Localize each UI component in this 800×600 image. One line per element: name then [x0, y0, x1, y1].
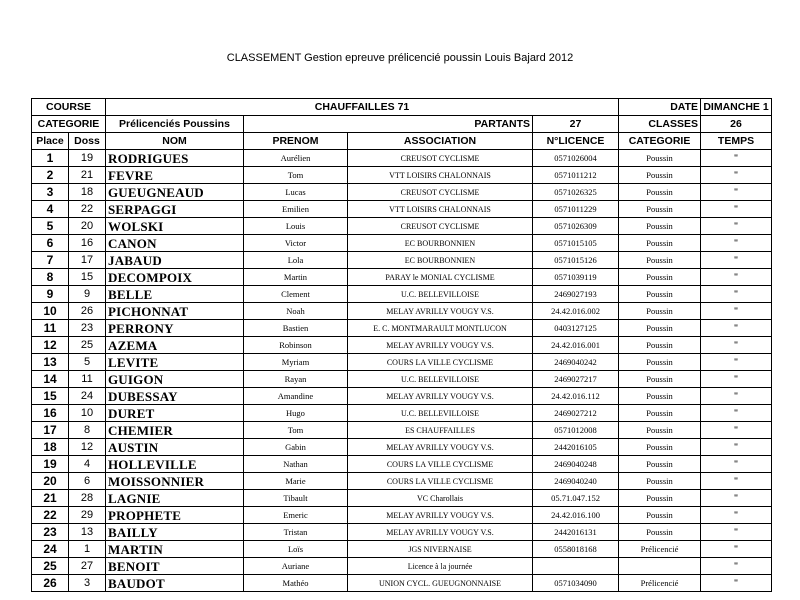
cell-categorie: Poussin [619, 167, 701, 184]
cell-licence: 05.71.047.152 [533, 490, 619, 507]
table-row [32, 575, 772, 592]
table-row [32, 167, 772, 184]
col-header-categorie: CATEGORIE [619, 133, 701, 150]
table-row [32, 184, 772, 201]
date-value: DIMANCHE 1 [701, 99, 772, 116]
cell-nom: PROPHETE [106, 507, 244, 524]
cell-licence: 0571015126 [533, 252, 619, 269]
cell-place: 5 [32, 218, 69, 235]
table-row [32, 286, 772, 303]
cell-nom: FEVRE [106, 167, 244, 184]
cell-licence: 24.42.016.002 [533, 303, 619, 320]
cell-temps: " [701, 473, 772, 490]
cell-place: 20 [32, 473, 69, 490]
cell-nom: HOLLEVILLE [106, 456, 244, 473]
cell-doss: 25 [69, 337, 106, 354]
cell-place: 16 [32, 405, 69, 422]
cell-association: COURS LA VILLE CYCLISME [348, 456, 533, 473]
cell-nom: LAGNIE [106, 490, 244, 507]
cell-prenom: Nathan [244, 456, 348, 473]
table-row [32, 354, 772, 371]
cell-association: COURS LA VILLE CYCLISME [348, 354, 533, 371]
cell-place: 19 [32, 456, 69, 473]
table-row [32, 320, 772, 337]
cell-association: ES CHAUFFAILLES [348, 422, 533, 439]
cell-doss: 4 [69, 456, 106, 473]
cell-categorie: Poussin [619, 320, 701, 337]
cell-prenom: Gabin [244, 439, 348, 456]
cell-prenom: Lola [244, 252, 348, 269]
cell-prenom: Mathéo [244, 575, 348, 592]
cell-doss: 24 [69, 388, 106, 405]
cell-doss: 28 [69, 490, 106, 507]
cell-categorie: Poussin [619, 524, 701, 541]
col-header-prenom: PRENOM [244, 133, 348, 150]
cell-temps: " [701, 337, 772, 354]
cell-association: VTT LOISIRS CHALONNAIS [348, 167, 533, 184]
cell-nom: AZEMA [106, 337, 244, 354]
cell-licence: 24.42.016.112 [533, 388, 619, 405]
partants-label: PARTANTS [244, 116, 533, 133]
cell-doss: 17 [69, 252, 106, 269]
cell-licence: 0571034090 [533, 575, 619, 592]
cell-place: 22 [32, 507, 69, 524]
cell-temps: " [701, 286, 772, 303]
cell-licence: 2469027217 [533, 371, 619, 388]
cell-temps: " [701, 201, 772, 218]
cell-doss: 3 [69, 575, 106, 592]
cell-prenom: Clement [244, 286, 348, 303]
cell-temps: " [701, 320, 772, 337]
cell-place: 8 [32, 269, 69, 286]
cell-licence: 2469027212 [533, 405, 619, 422]
cell-temps: " [701, 558, 772, 575]
cell-prenom: Amandine [244, 388, 348, 405]
cell-prenom: Tristan [244, 524, 348, 541]
table-row [32, 439, 772, 456]
cell-categorie: Poussin [619, 354, 701, 371]
cell-doss: 23 [69, 320, 106, 337]
table-row [32, 473, 772, 490]
cell-prenom: Louis [244, 218, 348, 235]
cell-categorie: Prélicencié [619, 541, 701, 558]
cell-licence: 0571026004 [533, 150, 619, 167]
cell-place: 1 [32, 150, 69, 167]
cell-prenom: Hugo [244, 405, 348, 422]
cell-place: 9 [32, 286, 69, 303]
cell-licence: 2469040248 [533, 456, 619, 473]
table-row [32, 150, 772, 167]
cell-licence: 0571012008 [533, 422, 619, 439]
cell-nom: PERRONY [106, 320, 244, 337]
cell-temps: " [701, 371, 772, 388]
cell-doss: 5 [69, 354, 106, 371]
cell-doss: 18 [69, 184, 106, 201]
cell-prenom: Marie [244, 473, 348, 490]
cell-doss: 9 [69, 286, 106, 303]
table-row [32, 337, 772, 354]
table-row [32, 235, 772, 252]
categorie-label: CATEGORIE [32, 116, 106, 133]
table-row [32, 201, 772, 218]
table-row [32, 490, 772, 507]
cell-nom: AUSTIN [106, 439, 244, 456]
cell-categorie: Poussin [619, 439, 701, 456]
cell-place: 18 [32, 439, 69, 456]
cell-doss: 15 [69, 269, 106, 286]
cell-categorie: Poussin [619, 184, 701, 201]
cell-nom: BAILLY [106, 524, 244, 541]
col-header-licence: N°LICENCE [533, 133, 619, 150]
col-header-association: ASSOCIATION [348, 133, 533, 150]
cell-nom: PICHONNAT [106, 303, 244, 320]
col-header-temps: TEMPS [701, 133, 772, 150]
cell-doss: 26 [69, 303, 106, 320]
cell-place: 24 [32, 541, 69, 558]
cell-association: MELAY AVRILLY VOUGY V.S. [348, 388, 533, 405]
table-row [32, 218, 772, 235]
cell-prenom: Aurélien [244, 150, 348, 167]
cell-prenom: Emilien [244, 201, 348, 218]
table-row [32, 524, 772, 541]
cell-categorie: Poussin [619, 218, 701, 235]
cell-association: JGS NIVERNAISE [348, 541, 533, 558]
cell-association: MELAY AVRILLY VOUGY V.S. [348, 303, 533, 320]
cell-doss: 22 [69, 201, 106, 218]
cell-nom: DECOMPOIX [106, 269, 244, 286]
cell-place: 4 [32, 201, 69, 218]
cell-doss: 8 [69, 422, 106, 439]
cell-association: CREUSOT CYCLISME [348, 184, 533, 201]
cell-nom: GUIGON [106, 371, 244, 388]
cell-association: EC BOURBONNIEN [348, 252, 533, 269]
cell-association: E. C. MONTMARAULT MONTLUCON [348, 320, 533, 337]
table-row [32, 507, 772, 524]
cell-temps: " [701, 541, 772, 558]
cell-categorie: Poussin [619, 201, 701, 218]
cell-doss: 1 [69, 541, 106, 558]
cell-nom: CHEMIER [106, 422, 244, 439]
cell-categorie: Poussin [619, 456, 701, 473]
date-label: DATE [619, 99, 701, 116]
cell-nom: BELLE [106, 286, 244, 303]
course-row [32, 99, 772, 116]
categorie-row [32, 116, 772, 133]
cell-doss: 13 [69, 524, 106, 541]
cell-licence: 24.42.016.100 [533, 507, 619, 524]
cell-categorie [619, 558, 701, 575]
cell-temps: " [701, 269, 772, 286]
cell-association: MELAY AVRILLY VOUGY V.S. [348, 524, 533, 541]
cell-doss: 29 [69, 507, 106, 524]
cell-nom: JABAUD [106, 252, 244, 269]
col-header-place: Place [32, 133, 69, 150]
cell-doss: 20 [69, 218, 106, 235]
cell-doss: 27 [69, 558, 106, 575]
cell-doss: 12 [69, 439, 106, 456]
cell-nom: LEVITE [106, 354, 244, 371]
cell-association: UNION CYCL. GUEUGNONNAISE [348, 575, 533, 592]
cell-nom: CANON [106, 235, 244, 252]
cell-place: 21 [32, 490, 69, 507]
cell-prenom: Martin [244, 269, 348, 286]
cell-nom: MOISSONNIER [106, 473, 244, 490]
results-table [31, 98, 772, 592]
cell-place: 13 [32, 354, 69, 371]
cell-categorie: Poussin [619, 286, 701, 303]
cell-prenom: Emeric [244, 507, 348, 524]
cell-temps: " [701, 252, 772, 269]
cell-temps: " [701, 167, 772, 184]
cell-temps: " [701, 184, 772, 201]
cell-licence: 0558018168 [533, 541, 619, 558]
cell-association: U.C. BELLEVILLOISE [348, 286, 533, 303]
cell-temps: " [701, 218, 772, 235]
cell-nom: BAUDOT [106, 575, 244, 592]
cell-nom: MARTIN [106, 541, 244, 558]
cell-categorie: Poussin [619, 388, 701, 405]
cell-place: 6 [32, 235, 69, 252]
table-row [32, 303, 772, 320]
cell-doss: 16 [69, 235, 106, 252]
cell-temps: " [701, 524, 772, 541]
table-row [32, 252, 772, 269]
cell-place: 2 [32, 167, 69, 184]
table-row [32, 388, 772, 405]
cell-categorie: Prélicencié [619, 575, 701, 592]
cell-temps: " [701, 405, 772, 422]
cell-categorie: Poussin [619, 422, 701, 439]
cell-place: 12 [32, 337, 69, 354]
cell-prenom: Loïs [244, 541, 348, 558]
col-header-nom: NOM [106, 133, 244, 150]
cell-categorie: Poussin [619, 235, 701, 252]
cell-licence: 0403127125 [533, 320, 619, 337]
cell-nom: SERPAGGI [106, 201, 244, 218]
cell-licence: 0571015105 [533, 235, 619, 252]
table-row [32, 558, 772, 575]
cell-prenom: Myriam [244, 354, 348, 371]
cell-association: EC BOURBONNIEN [348, 235, 533, 252]
cell-prenom: Tom [244, 422, 348, 439]
cell-licence: 0571011229 [533, 201, 619, 218]
cell-place: 26 [32, 575, 69, 592]
cell-nom: WOLSKI [106, 218, 244, 235]
cell-temps: " [701, 235, 772, 252]
cell-categorie: Poussin [619, 371, 701, 388]
cell-association: VTT LOISIRS CHALONNAIS [348, 201, 533, 218]
cell-categorie: Poussin [619, 405, 701, 422]
cell-nom: DUBESSAY [106, 388, 244, 405]
cell-association: PARAY le MONIAL CYCLISME [348, 269, 533, 286]
cell-association: MELAY AVRILLY VOUGY V.S. [348, 337, 533, 354]
cell-licence: 0571026325 [533, 184, 619, 201]
cell-doss: 6 [69, 473, 106, 490]
table-row [32, 456, 772, 473]
cell-licence: 2469040242 [533, 354, 619, 371]
cell-association: CREUSOT CYCLISME [348, 150, 533, 167]
table-row [32, 541, 772, 558]
course-label: COURSE [32, 99, 106, 116]
document-title: CLASSEMENT Gestion epreuve prélicencié poussin Louis Bajard 2012 [226, 52, 574, 64]
cell-categorie: Poussin [619, 490, 701, 507]
col-header-doss: Doss [69, 133, 106, 150]
cell-temps: " [701, 490, 772, 507]
cell-association: Licence à la journée [348, 558, 533, 575]
cell-association: CREUSOT CYCLISME [348, 218, 533, 235]
cell-temps: " [701, 575, 772, 592]
cell-licence: 24.42.016.001 [533, 337, 619, 354]
cell-temps: " [701, 439, 772, 456]
cell-place: 14 [32, 371, 69, 388]
course-value: CHAUFFAILLES 71 [106, 99, 619, 116]
cell-categorie: Poussin [619, 150, 701, 167]
cell-prenom: Victor [244, 235, 348, 252]
cell-doss: 19 [69, 150, 106, 167]
cell-licence: 2442016105 [533, 439, 619, 456]
cell-licence [533, 558, 619, 575]
column-header-row [32, 133, 772, 150]
cell-association: U.C. BELLEVILLOISE [348, 371, 533, 388]
cell-temps: " [701, 388, 772, 405]
cell-licence: 0571039119 [533, 269, 619, 286]
cell-categorie: Poussin [619, 337, 701, 354]
cell-doss: 21 [69, 167, 106, 184]
cell-place: 10 [32, 303, 69, 320]
cell-place: 15 [32, 388, 69, 405]
cell-licence: 2442016131 [533, 524, 619, 541]
table-row [32, 269, 772, 286]
cell-association: MELAY AVRILLY VOUGY V.S. [348, 507, 533, 524]
cell-prenom: Robinson [244, 337, 348, 354]
cell-place: 25 [32, 558, 69, 575]
cell-prenom: Lucas [244, 184, 348, 201]
cell-categorie: Poussin [619, 507, 701, 524]
cell-prenom: Noah [244, 303, 348, 320]
table-row [32, 422, 772, 439]
cell-licence: 2469027193 [533, 286, 619, 303]
cell-categorie: Poussin [619, 473, 701, 490]
cell-doss: 10 [69, 405, 106, 422]
cell-doss: 11 [69, 371, 106, 388]
categorie-value: Prélicenciés Poussins [106, 116, 244, 133]
cell-prenom: Bastien [244, 320, 348, 337]
cell-prenom: Rayan [244, 371, 348, 388]
cell-association: MELAY AVRILLY VOUGY V.S. [348, 439, 533, 456]
cell-nom: BENOIT [106, 558, 244, 575]
cell-nom: GUEUGNEAUD [106, 184, 244, 201]
table-row [32, 405, 772, 422]
cell-prenom: Auriane [244, 558, 348, 575]
cell-licence: 0571026309 [533, 218, 619, 235]
cell-prenom: Tom [244, 167, 348, 184]
cell-nom: DURET [106, 405, 244, 422]
cell-place: 17 [32, 422, 69, 439]
cell-categorie: Poussin [619, 303, 701, 320]
cell-temps: " [701, 456, 772, 473]
cell-association: COURS LA VILLE CYCLISME [348, 473, 533, 490]
cell-prenom: Tibault [244, 490, 348, 507]
cell-temps: " [701, 150, 772, 167]
cell-nom: RODRIGUES [106, 150, 244, 167]
partants-value: 27 [533, 116, 619, 133]
cell-licence: 0571011212 [533, 167, 619, 184]
cell-temps: " [701, 354, 772, 371]
cell-association: U.C. BELLEVILLOISE [348, 405, 533, 422]
cell-place: 11 [32, 320, 69, 337]
cell-temps: " [701, 507, 772, 524]
classes-value: 26 [701, 116, 772, 133]
cell-categorie: Poussin [619, 269, 701, 286]
cell-place: 7 [32, 252, 69, 269]
cell-place: 23 [32, 524, 69, 541]
classes-label: CLASSES [619, 116, 701, 133]
cell-temps: " [701, 422, 772, 439]
cell-association: VC Charollais [348, 490, 533, 507]
cell-temps: " [701, 303, 772, 320]
cell-categorie: Poussin [619, 252, 701, 269]
table-row [32, 371, 772, 388]
cell-licence: 2469040240 [533, 473, 619, 490]
cell-place: 3 [32, 184, 69, 201]
